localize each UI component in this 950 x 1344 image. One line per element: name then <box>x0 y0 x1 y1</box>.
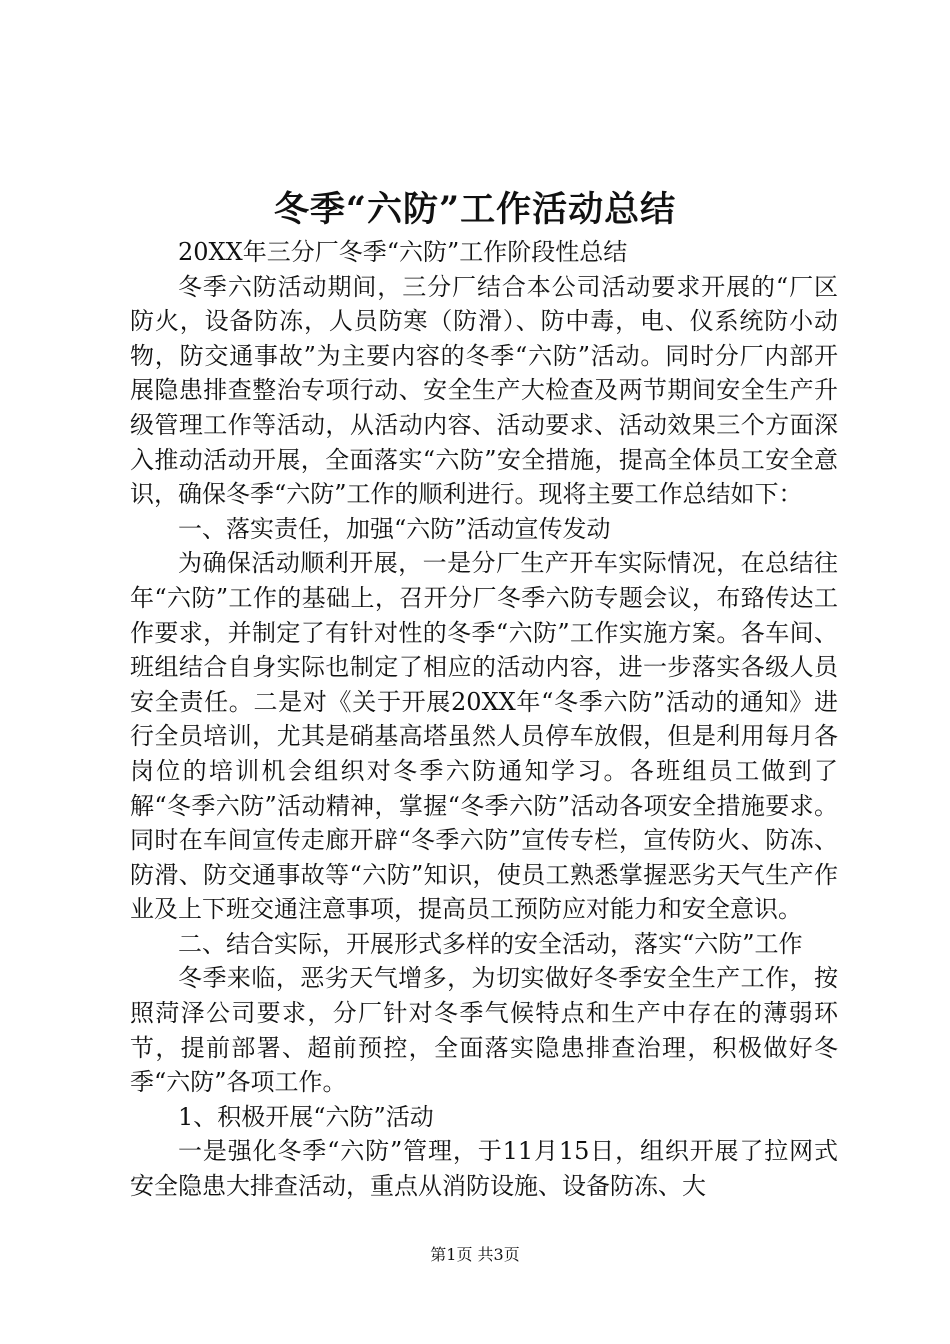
section-2-paragraph: 冬季来临，恶劣天气增多，为切实做好冬季安全生产工作，按照菏泽公司要求，分厂针对冬季气候特点和生产中存在的薄弱环节，提前部署、超前预控，全面落实隐患排查治理，积极做好冬季“六防”各项工作。 <box>130 964 838 1097</box>
section-heading-2: 二、结合实际，开展形式多样的安全活动，落实“六防”工作 <box>178 929 803 958</box>
document-title: 冬季“六防”工作活动总结 <box>273 189 677 230</box>
section-1-paragraph: 为确保活动顺利开展，一是分厂生产开车实际情况，在总结往年“六防”工作的基础上，召开分厂冬季六防专题会议，布臵传达工作要求，并制定了有针对性的冬季“六防”工作实施方案。各车间、班组结合自身实际也制定了相应的活动内容，进一步落实各级人员安全责任。二是对《关于开展20XX年“冬季六防”活动的通知》进行全员培训，尤其是硝基高塔虽然人员停车放假，但是利用每月各岗位的培训机会组织对冬季六防通知学习。各班组员工做到了解“冬季六防”活动精神，掌握“冬季六防”活动各项安全措施要求。同时在车间宣传走廊开辟“冬季六防”宣传专栏，宣传防火、防冻、防滑、防交通事故等“六防”知识，使员工熟悉掌握恶劣天气生产作业及上下班交通注意事项，提高员工预防应对能力和安全意识。 <box>130 549 838 924</box>
intro-paragraph: 冬季六防活动期间，三分厂结合本公司活动要求开展的“厂区防火，设备防冻，人员防寒（防滑）、防中毒，电、仪系统防小动物，防交通事故”为主要内容的冬季“六防”活动。同时分厂内部开展隐患排查整治专项行动、安全生产大检查及两节期间安全生产升级管理工作等活动，从活动内容、活动要求、活动效果三个方面深入推动活动开展，全面落实“六防”安全措施，提高全体员工安全意识，确保冬季“六防”工作的顺利进行。现将主要工作总结如下： <box>130 272 838 509</box>
document-body <box>130 235 838 1204</box>
subsection-1-paragraph: 一是强化冬季“六防”管理，于11月15日，组织开展了拉网式安全隐患大排查活动，重点从消防设施、设备防冻、大 <box>130 1137 838 1201</box>
subtitle-paragraph: 20XX年三分厂冬季“六防”工作阶段性总结 <box>178 238 628 266</box>
section-heading-1: 一、落实责任，加强“六防”活动宣传发动 <box>178 514 611 543</box>
page-footer: 第1页 共3页 <box>430 1245 520 1264</box>
subsection-heading-1: 1、积极开展“六防”活动 <box>178 1102 434 1131</box>
